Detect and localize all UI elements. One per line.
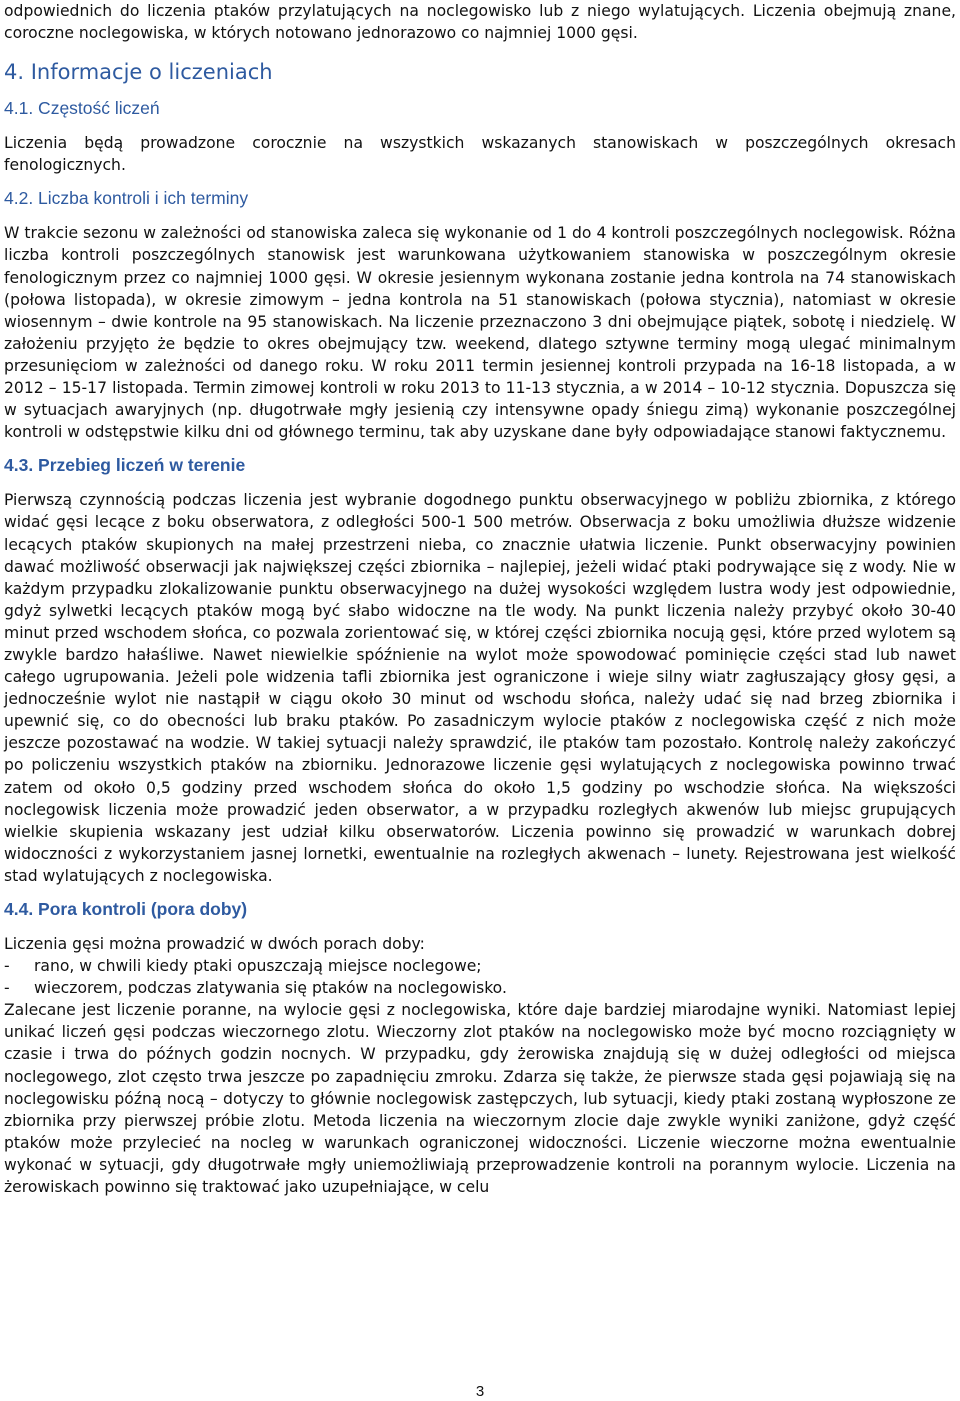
subsection-heading-time-of-day: 4.4. Pora kontroli (pora doby) [4, 899, 248, 919]
list-item-text: wieczorem, podczas zlatywania się ptaków na noclegowisko. [34, 979, 507, 998]
frequency-paragraph: Liczenia będą prowadzone corocznie na wszystkich wskazanych stanowiskach w poszczególnych okresach fenologicznych. [4, 134, 956, 175]
list-item-text: rano, w chwili kiedy ptaki opuszczają miejsce noclegowe; [34, 957, 482, 976]
dash-bullet: - [4, 957, 10, 976]
control-count-paragraph: W trakcie sezonu w zależności od stanowiska zaleca się wykonanie od 1 do 4 kontroli poszczególnych noclegowisk. Różna liczba kontroli poszczególnych stanowisk jest warunkowana użytkowaniem stanowiska w poszczególnym okresie fenologicznym przez co najmniej 1000 gęsi. W okresie jesiennym wykonana zostanie jedna kontrola na 74 stanowiskach (połowa listopada), w okresie zimowym – jedna kontrola na 51 stanowiskach (połowa stycznia), natomiast w okresie wiosennym – dwie kontrole na 95 stanowiskach. Na liczenie przeznaczono 3 dni obejmujące piątek, sobotę i niedzielę. W założeniu przyjęto że będzie to okres obejmujący tzw. weekend, dlatego sztywne terminy mogą ulegać minimalnym przesunięciom w zależności od danego roku. W roku 2011 termin jesiennej kontroli przypada na 16-18 listopada, a w 2012 – 15-17 listopada. Termin zimowej kontroli w roku 2013 to 11-13 stycznia, a w 2014 – 10-12 stycznia. Dopuszcza się w sytuacjach awaryjnych (np. długotrwałe mgły jesienią czy intensywne opady śniegu zimą) wykonanie poszczególnej kontroli w odstępstwie kilku dni od głównego terminu, tak aby uzyskane dane były odpowiadające stanowi faktycznemu. [4, 224, 956, 442]
subsection-heading-frequency: 4.1. Częstość liczeń [4, 98, 160, 119]
list-item [4, 955, 956, 977]
subsection-heading-control-count: 4.2. Liczba kontroli i ich terminy [4, 188, 249, 209]
time-of-day-lead: Liczenia gęsi można prowadzić w dwóch porach doby: [4, 935, 425, 953]
section-heading: 4. Informacje o liczeniach [4, 60, 273, 85]
dash-bullet: - [4, 979, 10, 998]
time-of-day-list [4, 955, 956, 999]
document-page [4, 0, 956, 1198]
subsection-heading-field-procedure: 4.3. Przebieg liczeń w terenie [4, 455, 246, 476]
field-procedure-paragraph: Pierwszą czynnością podczas liczenia jest wybranie dogodnego punktu obserwacyjnego w pobliżu zbiornika, z którego widać gęsi lecące z boku obserwatora, z odległości 500-1 500 metrów. Obserwacja z boku umożliwia dłuższe widzenie lecących ptaków skupionych na małej przestrzeni nieba, co znacznie ułatwia liczenie. Punkt obserwacyjny powinien dawać możliwość obserwacji jak największej części zbiornika – najlepiej, jeżeli widać ptaki podrywające się z wody. Nie w każdym przypadku zlokalizowanie punktu obserwacyjnego na dużej wysokości względem lustra wody jest odpowiednie, gdyż sylwetki lecących ptaków mogą być słabo widoczne na tle wody. Na punkt liczenia należy przybyć około 30-40 minut przed wschodem słońca, co pozwala zorientować się, w której części zbiornika nocują gęsi, które przed wylotem są zwykle bardzo hałaśliwe. Nawet niewielkie spóźnienie na wylot może spowodować pominięcie części stad lub nawet całego ugrupowania. Jeżeli pole widzenia tafli zbiornika jest ograniczone i wieje silny wiatr zagłuszający głosy gęsi, a jednocześnie wylot nie nastąpił w ciągu około 30 minut od wschodu słońca, należy udać się nad brzeg zbiornika i upewnić się, co do obecności lub braku ptaków. Po zasadniczym wylocie ptaków z noclegowiska część z nich może jeszcze pozostawać na wodzie. W takiej sytuacji należy sprawdzić, ile ptaków tam pozostało. Kontrolę należy zakończyć po policzeniu wszystkich ptaków na zbiorniku. Jednorazowe liczenie gęsi wylatujących z noclegowiska powinno trwać zatem od około 0,5 godziny przed wschodem słońca do około 1,5 godziny po wschodzie słońca. Na większości noclegowisk liczenia może prowadzić jeden obserwator, a w przypadku rozległych akwenów lub miejsc grupujących wielkie skupienia wskazany jest udział kilku obserwatorów. Liczenia powinno się prowadzić w warunkach dobrej widoczności z wykorzystaniem jasnej lornetki, ewentualnie na rozległych akwenach – lunety. Rejestrowana jest wielkość stad wylatujących z noclegowiska. [4, 491, 956, 885]
list-item [4, 977, 956, 999]
page-number: 3 [475, 1383, 485, 1400]
intro-paragraph: odpowiednich do liczenia ptaków przylatujących na noclegowisko lub z niego wylatujących. Liczenia obejmują znane, coroczne noclegowiska, w których notowano jednorazowo co najmniej 1000 gęsi. [4, 2, 956, 43]
time-of-day-paragraph: Zalecane jest liczenie poranne, na wylocie gęsi z noclegowiska, które daje bardziej miarodajne wyniki. Natomiast lepiej unikać liczeń gęsi podczas wieczornego zlotu. Wieczorny zlot ptaków na noclegowisko może być mocno rozciągnięty w czasie i trwa do późnych godzin nocnych. W przypadku, gdy żerowiska znajdują się w dużej odległości od miejsca noclegowego, zlot często trwa jeszcze po zapadnięciu zmroku. Zdarza się także, że pierwsze stada gęsi pojawiają się na noclegowisku późną nocą – dotyczy to głównie noclegowisk zastępczych, lub sytuacji, kiedy ptaki zostaną wypłoszone ze zbiornika przy pierwszej próbie zlotu. Metoda liczenia na wieczornym zlocie daje zwykle wyniki zaniżone, gdyż część ptaków może przylecieć na nocleg w warunkach ograniczonej widoczności. Liczenie wieczorne można ewentualnie wykonać w sytuacji, gdy długotrwałe mgły uniemożliwiają przeprowadzenie kontroli na porannym wylocie. Liczenia na żerowiskach powinno się traktować jako uzupełniające, w celu [4, 1001, 956, 1197]
